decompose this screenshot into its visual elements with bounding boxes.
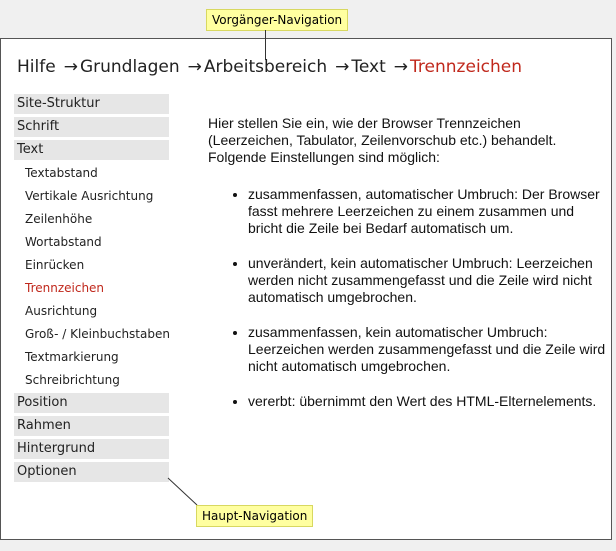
nav-item-rahmen[interactable]: Rahmen: [14, 416, 169, 436]
nav-subitem-wortabstand[interactable]: Wortabstand: [25, 235, 102, 249]
nav-subitem-trennzeichen[interactable]: Trennzeichen: [25, 281, 105, 295]
callout-pointer-line: [168, 478, 197, 505]
nav-item-site-struktur[interactable]: Site-Struktur: [14, 94, 169, 114]
nav-subitem-schreibrichtung[interactable]: Schreibrichtung: [25, 373, 120, 387]
breadcrumb-item-hilfe[interactable]: Hilfe: [17, 57, 56, 77]
list-item: • vererbt: übernimmt den Wert des HTML-Elternelements.: [248, 393, 608, 410]
list-item: • unverändert, kein automatischer Umbruch: Leerzeichen werden nicht zusammengefasst und die Zeile wird nicht automatisch umgebrochen.: [248, 255, 608, 306]
nav-subitem-ausrichtung[interactable]: Ausrichtung: [25, 304, 98, 318]
nav-subitem-einruecken[interactable]: Einrücken: [25, 258, 85, 272]
nav-subitem-gross-kleinbuchstaben[interactable]: Groß- / Kleinbuchstaben: [25, 327, 170, 341]
nav-item-optionen[interactable]: Optionen: [14, 462, 169, 482]
list-item: • zusammenfassen, automatischer Umbruch: Der Browser fasst mehrere Leerzeichen zu einem zusammen und bricht die Zeile bei Bedarf automatisch um.: [248, 186, 608, 237]
callout-main-navigation: Haupt-Navigation: [196, 505, 313, 527]
nav-item-text[interactable]: Text: [14, 140, 169, 160]
arrow-icon: →: [187, 57, 202, 77]
nav-subitem-textmarkierung[interactable]: Textmarkierung: [25, 350, 119, 364]
nav-item-position[interactable]: Position: [14, 393, 169, 413]
nav-subitem-textabstand[interactable]: Textabstand: [25, 166, 98, 180]
intro-text: Hier stellen Sie ein, wie der Browser Trennzeichen (Leerzeichen, Tabulator, Zeilenvorschub etc.) behandelt. Folgende Einstellungen sind möglich:: [208, 115, 557, 165]
nav-subitem-zeilenhoehe[interactable]: Zeilenhöhe: [25, 212, 93, 226]
breadcrumb-item-grundlagen[interactable]: Grundlagen: [79, 57, 180, 77]
arrow-icon: →: [393, 57, 409, 77]
list-item: • zusammenfassen, kein automatischer Umbruch: Leerzeichen werden zusammengefasst und die Zeile wird nicht automatisch umgebrochen.: [248, 324, 608, 375]
nav-item-hintergrund[interactable]: Hintergrund: [14, 439, 169, 459]
nav-subitem-vertikale-ausrichtung[interactable]: Vertikale Ausrichtung: [25, 189, 154, 203]
arrow-icon: →: [63, 57, 78, 77]
callout-predecessor-navigation: Vorgänger-Navigation: [206, 9, 348, 31]
nav-item-schrift[interactable]: Schrift: [14, 117, 169, 137]
breadcrumb-item-text[interactable]: Text: [351, 57, 386, 77]
breadcrumb-item-arbeitsbereich[interactable]: Arbeitsbereich: [203, 57, 328, 77]
arrow-icon: →: [335, 57, 350, 77]
breadcrumb-current: Trennzeichen: [410, 57, 523, 77]
